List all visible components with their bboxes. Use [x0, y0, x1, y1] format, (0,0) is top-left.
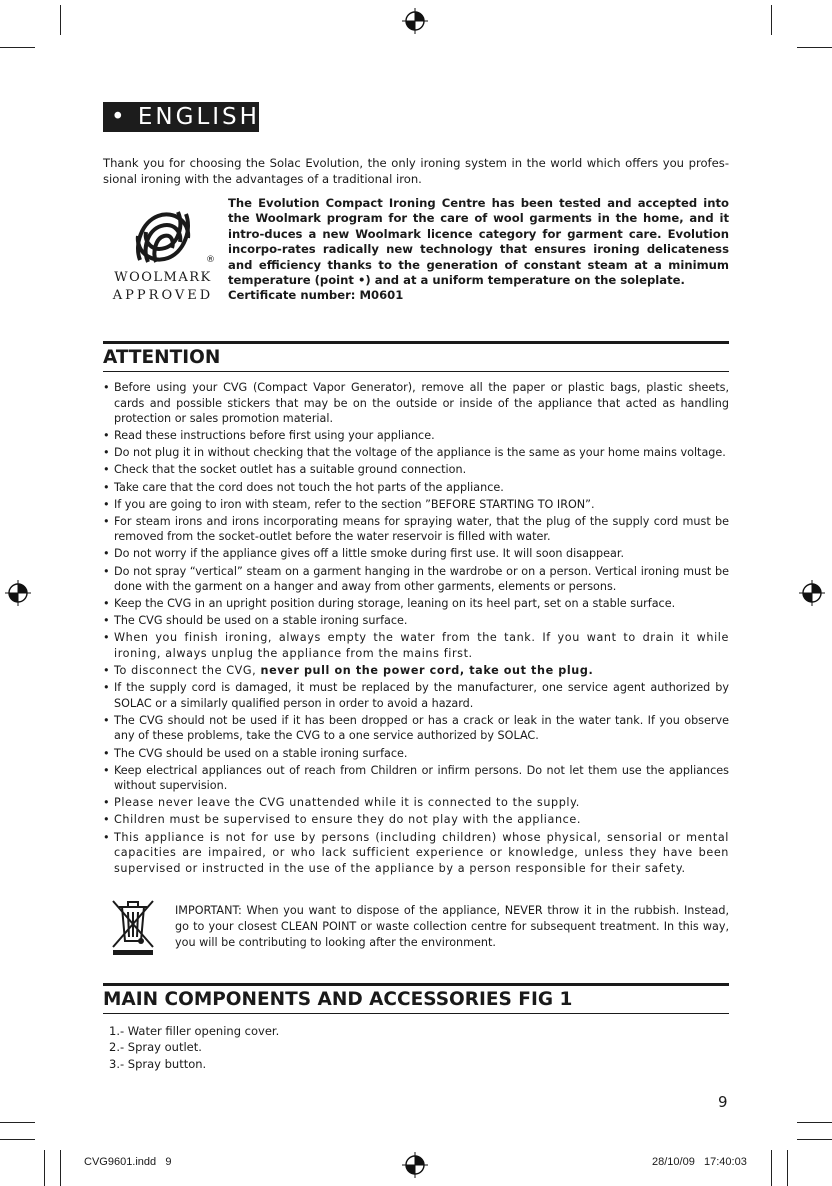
crop-mark — [0, 47, 35, 48]
disconnect-warning: never pull on the power cord, take out the plug. — [260, 664, 594, 678]
list-item: • When you finish ironing, always empty the water from the tank. If you want to drain it while ironing, always unplug the appliance from the mains first. — [103, 630, 729, 661]
crop-mark — [797, 1139, 832, 1140]
woolmark-logo — [108, 200, 216, 312]
crop-mark — [787, 1150, 788, 1186]
registration-mark-icon — [799, 580, 825, 606]
list-item: • Read these instructions before first using your appliance. — [103, 428, 729, 444]
list-item: 2.- Spray outlet. — [109, 1040, 202, 1055]
list-item: • The CVG should be used on a stable ironing surface. — [103, 613, 729, 629]
crop-mark — [0, 1122, 35, 1123]
logo-word-approved: APPROVED — [112, 288, 214, 303]
list-item: • Children must be supervised to ensure they do not play with the appliance. — [103, 812, 729, 828]
page-number: 9 — [718, 1093, 728, 1111]
list-item: • Keep electrical appliances out of reach from Children or infirm persons. Do not let them use the appliances without supervision. — [103, 763, 729, 794]
components-list — [109, 1023, 279, 1072]
crop-mark — [60, 1150, 61, 1186]
certificate-number: Certificate number: M0601 — [228, 288, 404, 303]
list-item: 3.- Spray button. — [109, 1056, 207, 1071]
list-item: • The CVG should be used on a stable ironing surface. — [103, 746, 729, 762]
crop-mark — [60, 5, 61, 35]
list-item: • Take care that the cord does not touch the hot parts of the appliance. — [103, 480, 729, 496]
woolmark-description: The Evolution Compact Ironing Centre has been tested and accepted into the Woolmark program for the care of wool garments in the home, and it intro-duces a new Woolmark licence category for garment care. Evolution incorpo-rates radically new technology that ensures ironing delicateness and efficiency thanks to the generation of constant steam at a minimum temperature (point •) and at a uniform temperature on the soleplate. — [228, 196, 729, 288]
list-item: • Before using your CVG (Compact Vapor Generator), remove all the paper or plastic bags, plastic sheets, cards and possible stickers that may be on the outside or inside of the appliance that acted as handling protection or sales promotion material. — [103, 380, 729, 427]
registration-mark-icon — [5, 580, 31, 606]
file-slug: CVG9601.indd 9 — [84, 1156, 172, 1168]
crop-mark — [44, 1150, 45, 1186]
list-item: • This appliance is not for use by persons (including children) whose physical, sensorial or mental capacities are impaired, or who lack sufficient experience or knowledge, unless they have been supervised or instructed in the use of the appliance by a person responsible for their safety. — [103, 830, 729, 877]
woolmark-icon — [128, 204, 198, 270]
list-item: • Please never leave the CVG unattended while it is connected to the supply. — [103, 795, 729, 811]
list-item: • Check that the socket outlet has a suitable ground connection. — [103, 462, 729, 478]
components-heading: MAIN COMPONENTS AND ACCESSORIES FIG 1 — [103, 983, 729, 1014]
registration-mark-icon — [402, 8, 428, 34]
list-item: • If the supply cord is damaged, it must be replaced by the manufacturer, one service agent authorized by SOLAC or a similarly qualified person in order to avoid a hazard. — [103, 680, 729, 711]
crop-mark — [797, 1122, 832, 1123]
crop-mark — [771, 1150, 772, 1186]
crop-mark — [0, 1139, 35, 1140]
woolmark-statement — [228, 196, 729, 304]
list-item: • For steam irons and irons incorporating means for spraying water, that the plug of the supply cord must be removed from the socket-outlet before the water reservoir is filled with water. — [103, 514, 729, 545]
disconnect-text: To disconnect the CVG, — [114, 664, 261, 678]
crop-mark — [797, 47, 832, 48]
disposal-notice: IMPORTANT: When you want to dispose of the appliance, NEVER throw it in the rubbish. Instead, go to your closest CLEAN POINT or waste collection centre for subsequent treatment. In this way, you will be contributing to looking after the environment. — [175, 904, 729, 949]
intro-paragraph: Thank you for choosing the Solac Evolution, the only ironing system in the world which offers you profes-sional ironing with the advantages of a traditional iron. — [103, 156, 729, 186]
list-item: • The CVG should not be used if it has been dropped or has a crack or leak in the water tank. If you observe any of these problems, take the CVG to a one service authorized by SOLAC. — [103, 713, 729, 744]
language-tab: • ENGLISH — [103, 102, 259, 132]
list-item: • Do not plug it in without checking that the voltage of the appliance is the same as your home mains voltage. — [103, 445, 729, 461]
list-item: 1.- Water filler opening cover. — [109, 1024, 280, 1038]
list-item: • Do not spray “vertical” steam on a garment hanging in the wardrobe or on a person. Vertical ironing must be done with the garment on a hanger and away from other garments, elements or persons. — [103, 564, 729, 595]
registration-mark-icon — [402, 1152, 428, 1178]
list-item-disconnect — [103, 663, 729, 679]
crossed-out-bin-icon — [107, 895, 159, 957]
logo-word-woolmark: WOOLMARK — [114, 270, 212, 285]
registered-mark: ® — [206, 255, 215, 265]
list-item: • Do not worry if the appliance gives off a little smoke during first use. It will soon disappear. — [103, 546, 729, 562]
list-item: • Keep the CVG in an upright position during storage, leaning on its heel part, set on a stable surface. — [103, 596, 729, 612]
date-slug: 28/10/09 17:40:03 — [652, 1156, 747, 1168]
attention-list — [103, 380, 729, 878]
attention-heading: ATTENTION — [103, 341, 729, 372]
list-item: • If you are going to iron with steam, refer to the section ”BEFORE STARTING TO IRON”. — [103, 497, 729, 513]
crop-mark — [771, 5, 772, 35]
